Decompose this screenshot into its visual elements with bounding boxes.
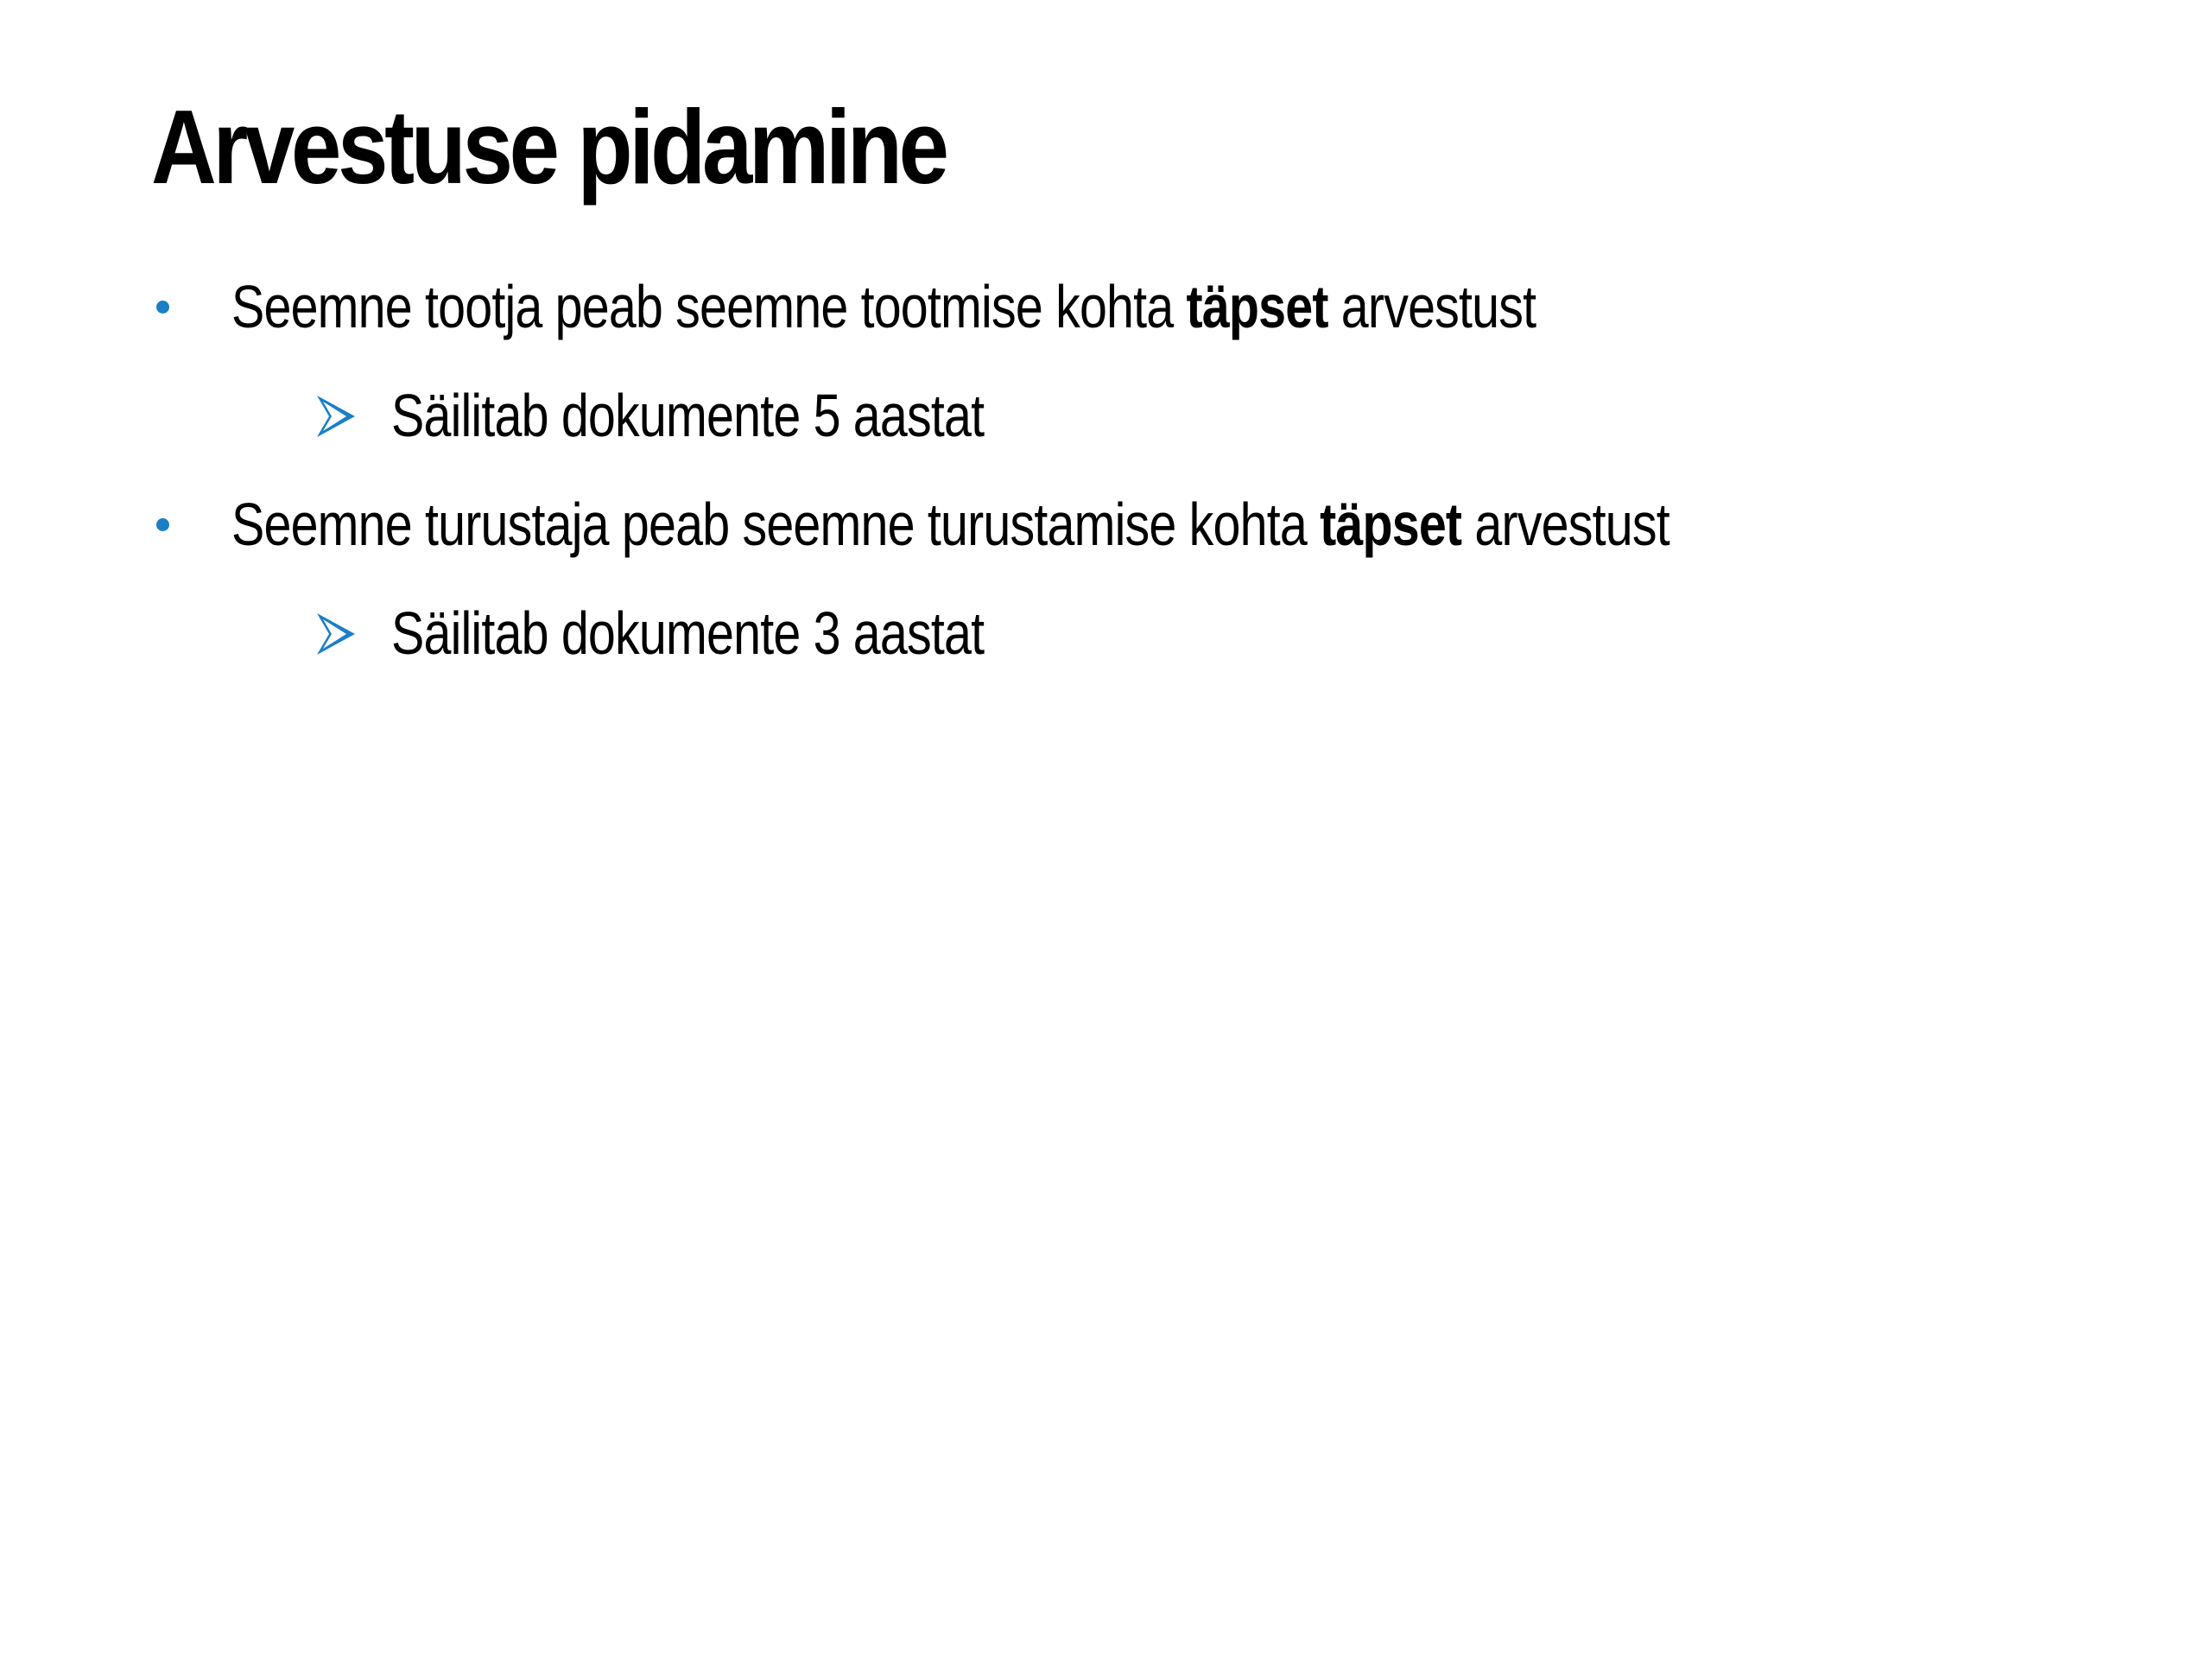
list-item-text	[231, 491, 1669, 558]
bullet-dot-icon	[156, 518, 169, 531]
sub-list-item-text: Säilitab dokumente 3 aastat	[391, 599, 985, 667]
text-regular: arvestust	[1327, 273, 1536, 340]
list-item	[151, 491, 2138, 558]
arrow-bullet-icon	[315, 610, 357, 658]
bullet-dot-icon	[156, 301, 169, 314]
text-bold: täpset	[1320, 491, 1462, 558]
text-regular: arvestust	[1461, 491, 1669, 558]
slide-title: Arvestuse pidamine	[151, 88, 946, 206]
list-item-text	[231, 273, 1536, 340]
text-bold: täpset	[1186, 273, 1328, 340]
sub-list-item	[151, 382, 2138, 449]
sub-list-item-text: Säilitab dokumente 5 aastat	[391, 382, 985, 449]
sub-list-item	[151, 599, 2138, 667]
bullet-list	[151, 273, 2138, 712]
arrow-bullet-icon	[315, 392, 357, 441]
text-regular: Seemne turustaja peab seemne turustamise kohta	[231, 491, 1321, 558]
text-regular: Seemne tootja peab seemne tootmise kohta	[231, 273, 1187, 340]
list-item	[151, 273, 2138, 340]
